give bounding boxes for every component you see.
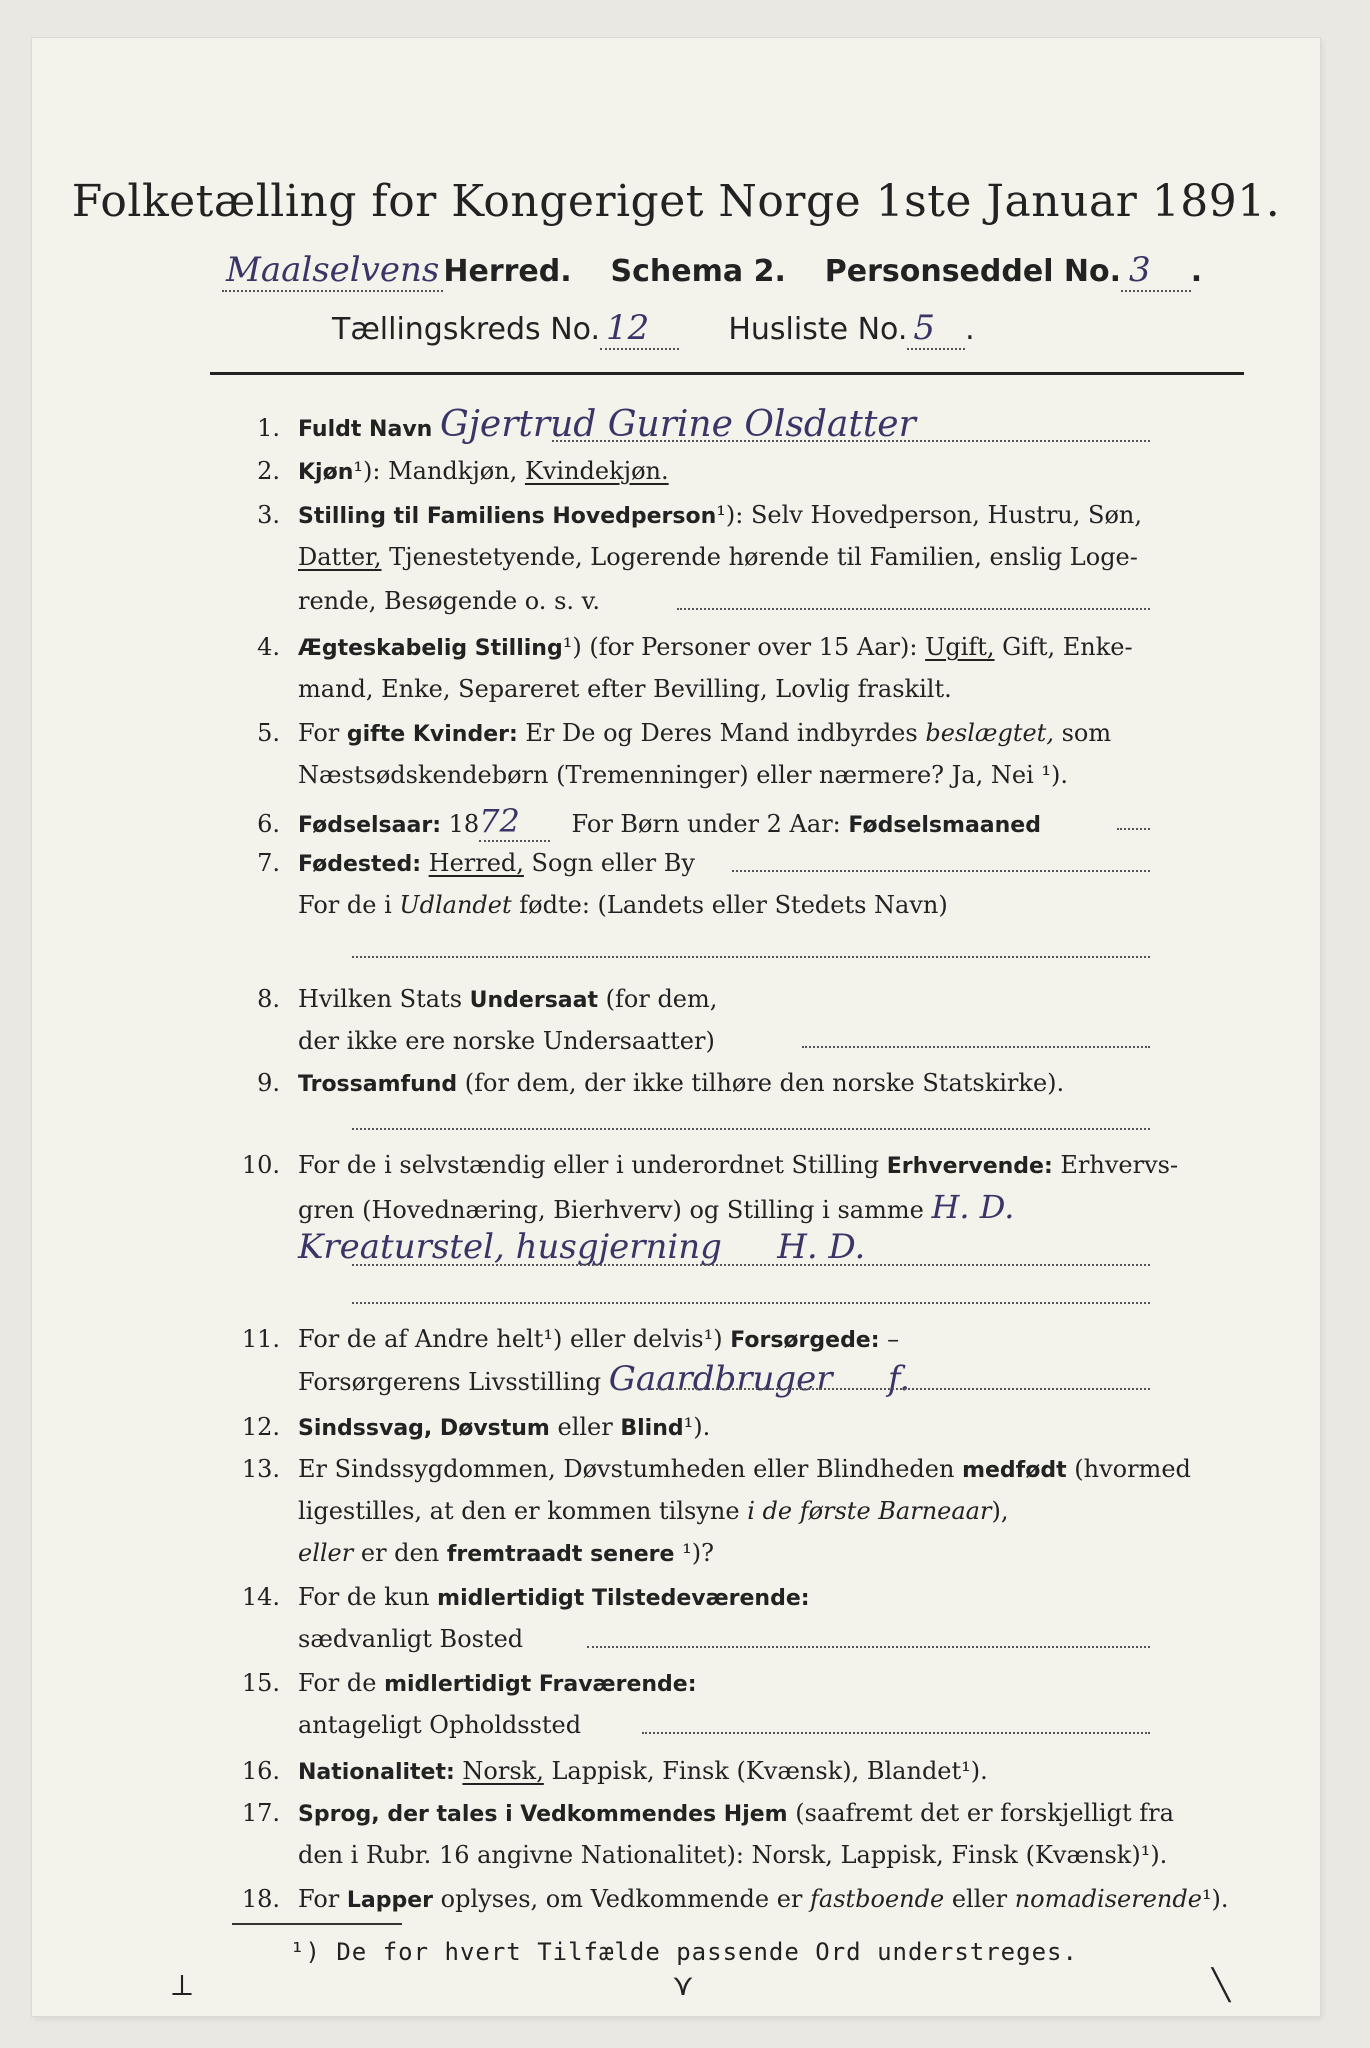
q10-pre: For de i selvstændig eller i underordnet Stilling (298, 1151, 887, 1179)
q18-italic-2: nomadiserende (1014, 1885, 1202, 1913)
question-2 (222, 456, 1180, 488)
q13-italic-2: eller (298, 1539, 354, 1567)
question-5-line2 (222, 760, 1180, 790)
question-number: 8. (257, 985, 280, 1013)
corner-mark-center: ⋎ (672, 1968, 694, 2003)
question-11 (222, 1324, 1180, 1356)
q15-pre: For de (298, 1669, 385, 1697)
q16-text: Lappisk, Finsk (Kvænsk), Blandet¹). (543, 1757, 988, 1785)
q12-footnote-mark: ¹). (683, 1413, 711, 1441)
q2-underlined-answer: Kvindekjøn. (524, 457, 669, 485)
q10-text-2: gren (Hovednæring, Bierhverv) og Stilling i samme (298, 1196, 924, 1224)
q16-underlined-answer: Norsk, (462, 1757, 544, 1785)
question-number: 18. (241, 1885, 280, 1913)
q11-dotted-line (652, 1388, 1150, 1390)
q10-tail: Erhvervs- (1052, 1151, 1179, 1179)
q10-dotted-line (352, 1264, 1150, 1266)
q11-answer-handwritten: Gaardbruger (608, 1359, 833, 1399)
question-number: 11. (241, 1325, 280, 1353)
q7-text-3: fødte: (Landets eller Stedets Navn) (511, 891, 948, 919)
q15-dotted-line (642, 1732, 1150, 1734)
q11-text-2: Forsørgerens Livsstilling (298, 1368, 602, 1396)
q7-text-2: For de i (298, 891, 400, 919)
question-12 (222, 1412, 1180, 1444)
q2-footnote-mark: ¹): (353, 457, 381, 485)
q1-dotted-line (552, 440, 1150, 442)
q13-italic: i de første Barneaar (747, 1497, 992, 1525)
q11-mid: eller delvis (562, 1325, 704, 1353)
question-number: 5. (257, 719, 280, 747)
q3-text: ¹): Selv Hovedperson, Hustru, Søn, (716, 501, 1142, 529)
question-17 (222, 1798, 1180, 1830)
q6-year-handwritten: 72 (479, 802, 550, 842)
kreds-line: Tællingskreds No. 12 Husliste No. 5 . (332, 308, 975, 348)
q15-label: midlertidigt Fraværende: (384, 1672, 697, 1697)
q5-text: Er De og Deres Mand indbyrdes (517, 719, 926, 747)
q14-pre: For de kun (298, 1583, 438, 1611)
q17-text: (saafremt det er forskjelligt fra (787, 1799, 1174, 1827)
question-8 (222, 984, 1180, 1016)
q13-label-3: fremtraadt senere (446, 1542, 675, 1567)
question-4 (222, 632, 1180, 664)
footnote-rule (232, 1923, 402, 1925)
q13-tail-3: ¹)? (674, 1539, 714, 1567)
husliste-label: Husliste No. (728, 312, 908, 347)
q2-label: Kjøn (298, 460, 354, 485)
q8-text-2: der ikke ere norske Undersaatter) (298, 1027, 715, 1055)
q9-text: (for dem, der ikke tilhøre den norske Statskirke). (457, 1069, 1065, 1097)
q16-label: Nationalitet: (298, 1760, 455, 1785)
q14-dotted-line (587, 1646, 1150, 1648)
question-18 (222, 1884, 1229, 1916)
question-number: 7. (257, 849, 280, 877)
question-3-line3 (222, 586, 1180, 616)
q3-text-3: rende, Besøgende o. s. v. (298, 587, 600, 615)
question-6 (222, 802, 1180, 841)
q14-text-2: sædvanligt Bosted (298, 1625, 524, 1653)
q3-label: Stilling til Familiens Hovedperson (298, 504, 717, 529)
q1-answer-handwritten: Gjertrud Gurine Olsdatter (439, 404, 916, 445)
question-7-line2 (222, 890, 1180, 920)
q18-mid: oplyses, om Vedkommende er (433, 1885, 810, 1913)
q9-dotted-line (352, 1128, 1150, 1130)
question-16 (222, 1756, 1180, 1788)
question-number: 17. (241, 1799, 280, 1827)
q4-text-2: mand, Enke, Separeret efter Bevilling, Lovlig fraskilt. (298, 675, 952, 703)
q9-label: Trossamfund (298, 1072, 458, 1097)
question-9 (222, 1068, 1180, 1100)
question-number: 9. (257, 1069, 280, 1097)
q13-label: medfødt (962, 1458, 1067, 1483)
question-3-line2 (222, 542, 1180, 572)
question-8-line2 (222, 1026, 1180, 1056)
question-number: 13. (241, 1455, 280, 1483)
q18-tail: ¹). (1201, 1885, 1229, 1913)
question-15 (222, 1668, 1180, 1700)
herred-label: Herred. (443, 254, 572, 289)
question-number: 14. (241, 1583, 280, 1611)
personseddel-handwritten: 3 (1121, 250, 1191, 292)
q11-label: Forsørgede: (730, 1328, 880, 1353)
question-number: 12. (241, 1413, 280, 1441)
q14-label: midlertidigt Tilstedeværende: (437, 1586, 810, 1611)
q8-dotted-line (802, 1046, 1150, 1048)
q10-line2-handwritten: H. D. (931, 1188, 1015, 1226)
q5-italic: beslægtet, (925, 719, 1054, 747)
q13-pre: Er Sindssygdommen, Døvstumheden eller Blindheden (298, 1455, 963, 1483)
q10-answer-handwritten-2: H. D. (777, 1227, 866, 1267)
q11-dash: – (879, 1325, 900, 1353)
q15-text-2: antageligt Opholdssted (298, 1711, 582, 1739)
q12-label: Sindssvag, Døvstum (298, 1416, 550, 1441)
q2-text: Mandkjøn, (380, 457, 525, 485)
kreds-handwritten: 12 (600, 308, 679, 350)
question-number: 4. (257, 633, 280, 661)
kreds-label: Tællingskreds No. (332, 312, 600, 347)
question-10 (222, 1150, 1180, 1182)
question-number: 16. (241, 1757, 280, 1785)
question-13 (222, 1454, 1191, 1486)
q3-dotted-line (677, 608, 1150, 610)
q4-text: ¹) (for Personer over 15 Aar): (562, 633, 926, 661)
question-11-line2 (222, 1359, 1180, 1399)
header-rule (210, 372, 1244, 375)
q10-label: Erhvervende: (886, 1154, 1053, 1179)
q13-tail: (hvormed (1066, 1455, 1191, 1483)
q13-tail-2: ), (991, 1497, 1009, 1525)
corner-mark-right: ╲ (1212, 1968, 1231, 2003)
q5-pre: For (298, 719, 347, 747)
q18-italic: fastboende (810, 1885, 945, 1913)
q1-label: Fuldt Navn (298, 417, 433, 442)
q11-answer-handwritten-2: f. (887, 1359, 911, 1399)
q3-underlined-answer: Datter, (298, 543, 382, 571)
q11-footnote-mark-2: ¹) (703, 1325, 723, 1353)
q7-label: Fødested: (298, 852, 421, 877)
q10-answer-handwritten: Kreaturstel, husgjerning (298, 1227, 722, 1267)
q4-underlined-answer: Ugift, (925, 633, 995, 661)
q18-mid2: eller (944, 1885, 1015, 1913)
q11-pre: For de af Andre helt (298, 1325, 544, 1353)
question-13-line2 (222, 1496, 1180, 1526)
q6-label2: Fødselsmaaned (848, 813, 1041, 838)
question-15-line2 (222, 1710, 1180, 1740)
q13-text-2: ligestilles, at den er kommen tilsyne (298, 1497, 748, 1525)
schema-label: Schema 2. (610, 254, 786, 289)
question-number: 6. (257, 810, 280, 838)
q7-dotted-line-2 (352, 956, 1150, 958)
question-number: 10. (241, 1151, 280, 1179)
question-3 (222, 500, 1180, 532)
q7-dotted-line (732, 870, 1150, 872)
footnote: ¹) De for hvert Tilfælde passende Ord understreges. (290, 1938, 1078, 1966)
corner-mark-left: ⟂ (172, 1968, 193, 2003)
q6-text: For Børn under 2 Aar: (571, 810, 849, 838)
q10-dotted-line-2 (352, 1302, 1150, 1304)
q18-label: Lapper (346, 1888, 434, 1913)
census-form-sheet (32, 38, 1320, 2016)
question-number: 3. (257, 501, 280, 529)
question-number: 15. (241, 1669, 280, 1697)
q11-footnote-mark: ¹) (543, 1325, 563, 1353)
question-10-answer (222, 1227, 1180, 1267)
question-13-line3 (222, 1538, 1180, 1570)
q7-text: Sogn eller By (523, 849, 695, 877)
q8-text: (for dem, (598, 985, 718, 1013)
q12-mid: eller (549, 1413, 621, 1441)
question-17-line2 (222, 1840, 1180, 1870)
question-5 (222, 718, 1180, 750)
q17-label: Sprog, der tales i Vedkommendes Hjem (298, 1802, 788, 1827)
q18-pre: For (298, 1885, 347, 1913)
q13-mid-3: er den (353, 1539, 447, 1567)
question-number: 1. (257, 414, 280, 442)
q7-italic: Udlandet (399, 891, 512, 919)
q7-underlined-answer: Herred, (428, 849, 524, 877)
q6-year-prefix: 18 (441, 810, 480, 838)
q8-label: Undersaat (469, 988, 599, 1013)
q3-text-2: Tjenestetyende, Logerende hørende til Familien, enslig Loge- (381, 543, 1138, 571)
herred-handwritten: Maalselvens (222, 250, 443, 292)
personseddel-label: Personseddel No. (824, 254, 1122, 289)
question-number: 2. (257, 457, 280, 485)
herred-line: Maalselvens Herred. Schema 2. Personseddel No. 3 . (222, 250, 1160, 290)
q8-pre: Hvilken Stats (298, 985, 470, 1013)
question-14 (222, 1582, 1180, 1614)
q5-label: gifte Kvinder: (346, 722, 518, 747)
question-4-line2 (222, 674, 1180, 704)
question-10-line2 (222, 1188, 1180, 1226)
form-title: Folketælling for Kongeriget Norge 1ste Januar 1891. (71, 176, 1281, 227)
q5-text-2: Næstsødskendebørn (Tremenninger) eller nærmere? Ja, Nei ¹). (298, 761, 1068, 789)
q5-tail: som (1053, 719, 1112, 747)
q4-text-tail: Gift, Enke- (994, 633, 1133, 661)
q17-text-2: den i Rubr. 16 angivne Nationalitet): Norsk, Lappisk, Finsk (Kvænsk)¹). (298, 1841, 1168, 1869)
q6-dotted-line (1117, 828, 1150, 830)
husliste-handwritten: 5 (907, 308, 965, 350)
q12-label2: Blind (620, 1416, 684, 1441)
q4-label: Ægteskabelig Stilling (298, 636, 563, 661)
q6-label: Fødselsaar: (298, 813, 441, 838)
question-7 (222, 848, 1180, 880)
question-14-line2 (222, 1624, 1180, 1654)
